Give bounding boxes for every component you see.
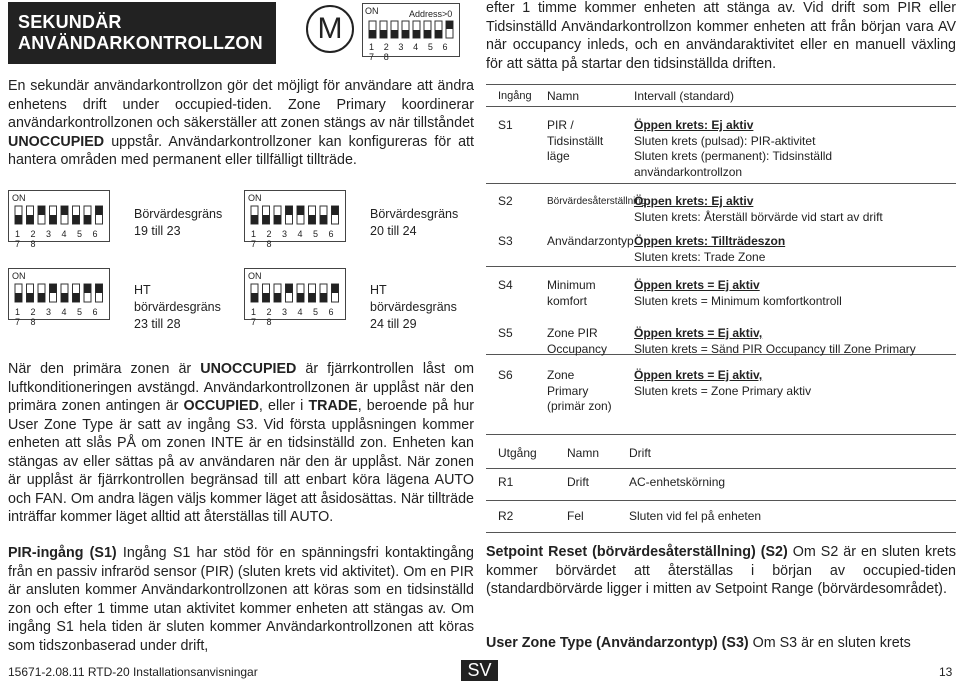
- dip-range-line: börvärdesgräns: [370, 300, 457, 314]
- dip-toggle: [320, 215, 327, 224]
- input-row-range: [634, 326, 954, 357]
- dip-toggle: [61, 293, 68, 302]
- dip-toggle: [309, 215, 316, 224]
- input-row-name-line: Zone: [547, 368, 575, 382]
- output-header-utgang: Utgång: [498, 446, 537, 460]
- unlock-text-4: , beroende på hur User Zone Type är satt av ingång S3. Vid första upplåsningen kommer enheten att slås PÅ om zonen INTE är en tidsinställd zon. Enheten kan stängas av eller sättas på av användaren när den är upplåst. När zonen är upplåst är fjärrkontrollen begränsad till att enbart köra lägena AUTO och FAN. Om andra lägen väljs kommer läget att åsidosättas. När tillträde inträffar kommer läget alltid att återställas till AUTO.: [8, 398, 474, 525]
- dip-toggle: [263, 215, 270, 224]
- address-dip-switch: [362, 3, 460, 62]
- pir-paragraph: [8, 544, 474, 655]
- input-row-open-circuit: Öppen krets: Ej aktiv: [634, 118, 754, 132]
- pir-text: Ingång S1 har stöd för en spänningsfri kontaktingång från en passiv infraröd sensor (PIR) (sluten krets vid aktivitet). Om en PIR är ansluten kommer Användarkontrollzonen att köras som en tidsinställd zon och efter 1 timme utan aktivitet kommer enheten att stängas av. Om ingång S1 hela tiden är sluten kommer Användarkontrollzonen att köras som tidszonbaserad under drift,: [8, 545, 475, 654]
- dip-toggle: [263, 293, 270, 302]
- dip-toggle: [96, 284, 103, 293]
- dip-range-label: [134, 206, 222, 240]
- dip-on-label: ON: [248, 271, 262, 281]
- dip-switch-group: [244, 190, 346, 249]
- dip-numbers: 1 2 3 4 5 6 7 8: [251, 229, 338, 249]
- dip-numbers: 1 2 3 4 5 6 7 8: [15, 229, 102, 249]
- dip-toggle: [27, 293, 34, 302]
- setpoint-reset-text: Om S2 är en sluten krets kommer börvärdet att återställas i början av occupied-tiden (standardbörvärde ligger i mitten av Setpoint Range (börvärdesområdet).: [486, 544, 956, 597]
- dip-toggle: [332, 284, 339, 293]
- dip-on-label: ON: [365, 6, 379, 16]
- dip-range-label: [370, 282, 457, 333]
- setpoint-reset-paragraph: [486, 543, 956, 599]
- dip-toggle: [61, 206, 68, 215]
- dip-range-line: HT: [134, 283, 151, 297]
- output-r2-name: Fel: [567, 509, 584, 523]
- input-row-range: [634, 194, 954, 225]
- dip-toggle: [309, 293, 316, 302]
- input-header-intervall: Intervall (standard): [634, 89, 735, 103]
- input-row-closed-circuit: Sluten krets (permanent): Tidsinställd: [634, 149, 833, 163]
- setpoint-reset-heading: Setpoint Reset (börvärdesåterställning) (S2): [486, 544, 788, 560]
- input-row-open-circuit: Öppen krets: Tillträdeszon: [634, 234, 786, 248]
- unlock-text-3: , eller i: [258, 398, 309, 414]
- dip-toggle: [286, 284, 293, 293]
- dip-toggle: [332, 206, 339, 215]
- dip-toggle: [84, 215, 91, 224]
- dip-numbers: 1 2 3 4 5 6 7 8: [15, 307, 102, 327]
- dip-toggle: [50, 215, 57, 224]
- input-row-open-circuit: Öppen krets = Ej aktiv,: [634, 368, 763, 382]
- output-r2-id: R2: [498, 509, 514, 523]
- dip-toggle: [84, 284, 91, 293]
- dip-range-line: 24 till 29: [370, 317, 417, 331]
- dip-range-line: 20 till 24: [370, 224, 417, 238]
- footer-language-badge: SV: [461, 660, 498, 681]
- dip-on-label: ON: [12, 193, 26, 203]
- pir-heading: PIR-ingång (S1): [8, 545, 117, 561]
- intro-text-1: En sekundär användarkontrollzon gör det möjligt för användare att ändra enhetens drift under occupied-tiden. Zone Primary koordinerar användarkontrollzonen och säkerställer att zonen stängs av när tillståndet: [8, 78, 474, 131]
- dip-toggle: [96, 206, 103, 215]
- input-row-name-line: Tidsinställt: [547, 133, 604, 148]
- input-row-open-circuit: Öppen krets = Ej aktiv: [634, 278, 760, 292]
- dip-toggle: [274, 293, 281, 302]
- user-zone-type-paragraph: [486, 634, 956, 653]
- output-r1-name: Drift: [567, 475, 589, 489]
- input-row-closed-circuit: Sluten krets = Sänd PIR Occupancy till Zone Primary: [634, 341, 916, 356]
- dip-switch-graphic: [249, 205, 345, 227]
- output-header-drift: Drift: [629, 446, 651, 460]
- dip-switch-group: [8, 190, 110, 249]
- dip-toggle: [15, 215, 22, 224]
- input-row-id: S5: [498, 326, 513, 340]
- dip-toggle: [297, 293, 304, 302]
- input-row-name-line: Zone PIR: [547, 326, 598, 340]
- intro-text-2: uppstår. Användarkontrollzoner kan konfigureras för att hantera områden med permanent eller tillfälligt tillträde.: [8, 133, 474, 168]
- input-header-ingang: Ingång: [498, 90, 532, 102]
- intro-paragraph: [8, 77, 474, 170]
- dip-range-line: 19 till 23: [134, 224, 181, 238]
- input-row-range: [634, 118, 954, 180]
- input-header-namn: Namn: [547, 89, 580, 103]
- input-row-name-line: (primär zon): [547, 399, 612, 413]
- dip-range-line: 23 till 28: [134, 317, 181, 331]
- dip-range-line: Börvärdesgräns: [370, 207, 459, 221]
- dip-toggle: [251, 293, 258, 302]
- input-row-closed-circuit: Sluten krets = Minimum komfortkontroll: [634, 293, 842, 308]
- output-header-namn: Namn: [567, 446, 600, 460]
- input-row-name: [547, 278, 596, 309]
- dip-toggle: [38, 206, 45, 215]
- input-row-open-circuit: Öppen krets: Ej aktiv: [634, 194, 754, 208]
- input-row-closed-circuit: Sluten krets: Trade Zone: [634, 249, 766, 264]
- user-zone-type-heading: User Zone Type (Användarzontyp) (S3): [486, 635, 749, 651]
- input-row-name-line: komfort: [547, 293, 588, 308]
- section-title: [8, 2, 276, 64]
- unlock-text-1: När den primära zonen är: [8, 361, 201, 377]
- input-row-closed-circuit: Sluten krets: Återställ börvärde vid start av drift: [634, 209, 883, 224]
- user-zone-type-text: Om S3 är en sluten krets: [748, 635, 911, 651]
- footer-doc-id: 15671-2.08.11 RTD-20 Installationsanvisningar: [8, 665, 258, 679]
- input-table: [486, 84, 956, 436]
- input-row-open-circuit: Öppen krets = Ej aktiv,: [634, 326, 763, 340]
- dip-toggle: [27, 215, 34, 224]
- dip-numbers: 1 2 3 4 5 6 7 8: [251, 307, 338, 327]
- dip-range-line: HT: [370, 283, 387, 297]
- input-row-name-line: Börvärdesåterställning: [547, 196, 647, 207]
- input-row-id: S4: [498, 278, 513, 292]
- footer-page-number: 13: [939, 665, 953, 679]
- input-row-name: [547, 368, 612, 415]
- dip-switch-group: [8, 268, 110, 327]
- dip-range-line: börvärdesgräns: [134, 300, 221, 314]
- input-row-closed-circuit: användarkontrollzon: [634, 164, 743, 179]
- output-r1-op: AC-enhetskörning: [629, 475, 726, 489]
- dip-toggle: [15, 293, 22, 302]
- dip-range-label: [134, 282, 221, 333]
- m-badge: M: [306, 5, 354, 53]
- unlock-bold-3: TRADE: [308, 398, 358, 414]
- input-row-name-line: Occupancy: [547, 341, 608, 356]
- dip-numbers: 1 2 3 4 5 6 7 8: [369, 42, 452, 62]
- input-row-name-line: PIR /: [547, 118, 574, 132]
- unlock-text-2: är fjärrkontrollen låst om luftkonditioneringen avstängd. Användarkontrollzonen är upplåst när den primära zonen antingen är: [8, 361, 474, 414]
- dip-toggle: [251, 215, 258, 224]
- input-row-name-line: Minimum: [547, 278, 596, 292]
- input-row-range: [634, 368, 954, 399]
- dip-on-label: ON: [12, 271, 26, 281]
- dip-toggle: [297, 206, 304, 215]
- output-r2-op: Sluten vid fel på enheten: [629, 509, 762, 523]
- input-row-name: [547, 194, 647, 210]
- right-top-paragraph: efter 1 timme kommer enheten att stänga av. Vid drift som PIR eller Tidsinställd Användarkontrollzon kommer enheten att från början vara AV när occupancy inleds, och en användaraktivitet eller en manuell växling för att sätta på startar den tidsinställda driften.: [486, 0, 956, 72]
- dip-switch-graphic: [13, 283, 109, 305]
- input-row-id: S3: [498, 234, 513, 248]
- dip-switch-group: [244, 268, 346, 327]
- output-r1-id: R1: [498, 475, 514, 489]
- input-row-id: S2: [498, 194, 513, 208]
- dip-toggle: [73, 293, 80, 302]
- dip-toggle: [73, 215, 80, 224]
- input-row-name-line: Användarzontyp: [547, 234, 634, 248]
- unlock-paragraph: [8, 360, 474, 527]
- section-title-line1: SEKUNDÄR: [18, 12, 122, 32]
- dip-switch-graphic: [13, 205, 109, 227]
- intro-bold-unoccupied: UNOCCUPIED: [8, 133, 105, 150]
- input-row-range: [634, 278, 954, 309]
- dip-on-label: ON: [248, 193, 262, 203]
- unlock-bold-1: UNOCCUPIED: [200, 361, 297, 377]
- input-row-id: S1: [498, 118, 513, 132]
- input-row-range: [634, 234, 954, 265]
- input-row-name: [547, 326, 607, 357]
- dip-switch-graphic: [249, 283, 345, 305]
- input-row-closed-circuit: Sluten krets = Zone Primary aktiv: [634, 383, 812, 398]
- unlock-bold-2: OCCUPIED: [183, 398, 259, 414]
- input-row-name: [547, 118, 603, 165]
- dip-range-label: [370, 206, 458, 240]
- input-row-closed-circuit: Sluten krets (pulsad): PIR-aktivitet: [634, 133, 816, 148]
- output-table: [486, 436, 956, 533]
- section-title-line2: ANVÄNDARKONTROLLZON: [18, 33, 263, 53]
- dip-toggle: [274, 215, 281, 224]
- dip-switch-graphic: [367, 20, 457, 40]
- input-row-name-line: läge: [547, 149, 570, 163]
- dip-address-label: Address>0: [409, 9, 453, 19]
- dip-toggle: [286, 206, 293, 215]
- input-row-name: [547, 234, 634, 250]
- input-row-name-line: Primary: [547, 383, 589, 398]
- input-row-id: S6: [498, 368, 513, 382]
- dip-toggle: [320, 293, 327, 302]
- dip-range-line: Börvärdesgräns: [134, 207, 223, 221]
- dip-toggle: [38, 293, 45, 302]
- dip-toggle: [50, 284, 57, 293]
